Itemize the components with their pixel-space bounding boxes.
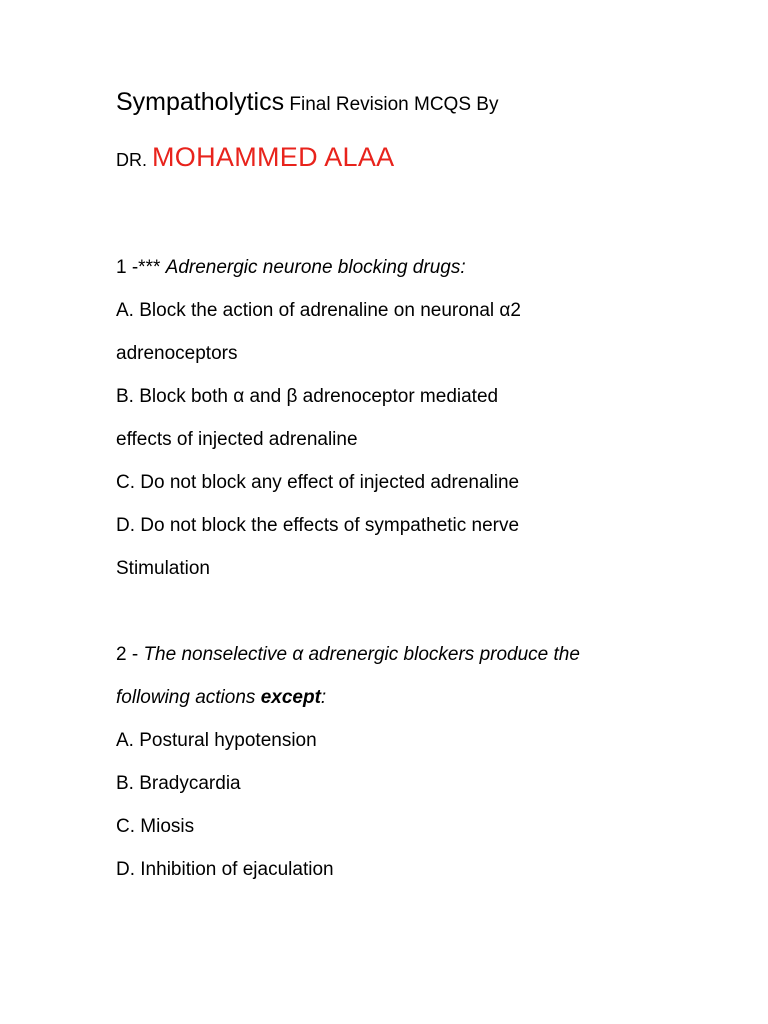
question-2-stem-line2: [116, 686, 326, 710]
question-2-option-c: C. Miosis: [116, 816, 195, 837]
author-name: MOHAMMED ALAA: [152, 142, 395, 172]
question-2-option-b: B. Bradycardia: [116, 773, 241, 794]
question-1-option-d-line2: Stimulation: [116, 558, 210, 579]
question-1-stem: [116, 256, 466, 280]
question-2-stem-line1: [116, 643, 580, 667]
question-1-text: Adrenergic neurone blocking drugs:: [165, 257, 466, 278]
question-2-option-a: A. Postural hypotension: [116, 730, 317, 751]
question-2-text-line1: The nonselective α adrenergic blockers produce the: [143, 644, 580, 665]
question-1-number: 1 -***: [116, 257, 166, 278]
author-prefix: DR.: [116, 150, 152, 170]
question-2-text-line2: following actions: [116, 687, 261, 708]
question-1-option-b-line1: B. Block both α and β adrenoceptor mediated: [116, 386, 499, 407]
question-1-option-a-line1: A. Block the action of adrenaline on neuronal α2: [116, 300, 521, 321]
author-line: [116, 142, 394, 173]
document-title: [116, 88, 498, 117]
question-1-option-c: C. Do not block any effect of injected adrenaline: [116, 472, 520, 493]
question-2-colon: :: [320, 687, 327, 708]
title-main: Sympatholytics: [116, 88, 285, 116]
question-2-option-d: D. Inhibition of ejaculation: [116, 859, 334, 880]
question-2-except: except: [260, 687, 321, 708]
question-1-option-b-line2: effects of injected adrenaline: [116, 429, 358, 450]
question-1-option-a-line2: adrenoceptors: [116, 343, 238, 364]
question-1-option-d-line1: D. Do not block the effects of sympathetic nerve: [116, 515, 520, 536]
title-rest: Final Revision MCQS By: [284, 94, 499, 115]
question-2-number: 2 -: [116, 644, 144, 665]
